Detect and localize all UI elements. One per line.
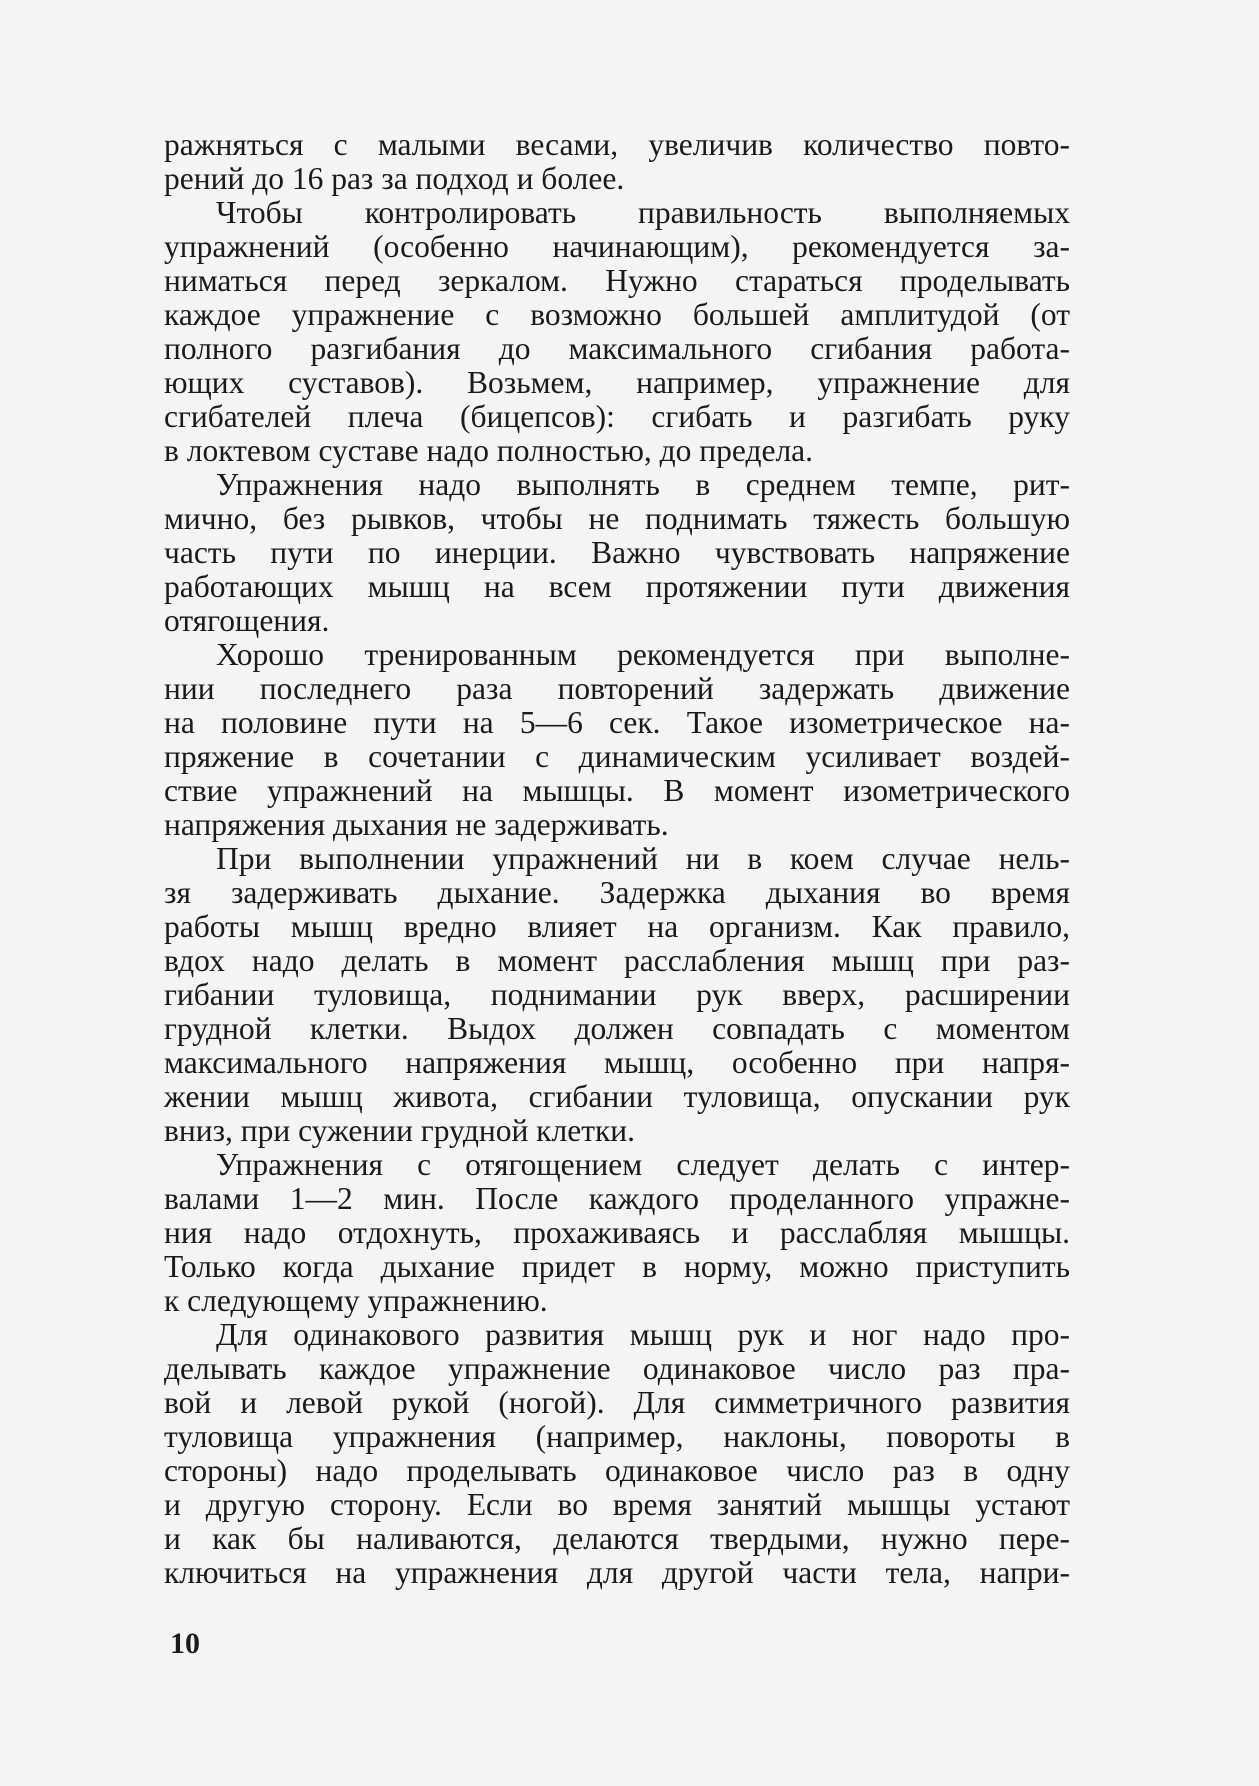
text-line: работающих мышц на всем протяжении пути движения	[164, 569, 1070, 604]
text-line: Чтобы контролировать правильность выполняемых	[216, 195, 1070, 230]
text-line: гибании туловища, поднимании рук вверх, расширении	[164, 977, 1070, 1012]
text-line: Упражнения надо выполнять в среднем темпе, рит-	[216, 467, 1070, 502]
text-line: каждое упражнение с возможно большей амплитудой (от	[164, 297, 1070, 332]
text-line: на половине пути на 5—6 сек. Такое изометрическое на-	[164, 705, 1070, 740]
text-line: валами 1—2 мин. После каждого проделанного упражне-	[164, 1181, 1070, 1216]
text-line: Упражнения с отягощением следует делать с интер-	[216, 1147, 1070, 1182]
text-line: напряжения дыхания не задерживать.	[164, 807, 669, 842]
text-line: При выполнении упражнений ни в коем случае нель-	[216, 841, 1070, 876]
text-line: ражняться с малыми весами, увеличив количество повто-	[164, 127, 1070, 162]
text-line: жении мышц живота, сгибании туловища, опускании рук	[164, 1079, 1070, 1114]
page-number: 10	[170, 1627, 200, 1660]
text-line: стороны) надо проделывать одинаковое число раз в одну	[164, 1453, 1070, 1488]
text-line: Только когда дыхание придет в норму, можно приступить	[164, 1249, 1070, 1284]
body-text	[164, 128, 1070, 1590]
text-line: туловища упражнения (например, наклоны, повороты в	[164, 1419, 1070, 1454]
text-line: отягощения.	[164, 603, 330, 638]
text-line: в локтевом суставе надо полностью, до предела.	[164, 433, 814, 468]
text-line: полного разгибания до максимального сгибания работа-	[164, 331, 1070, 366]
text-line: ния надо отдохнуть, прохаживаясь и расслабляя мышцы.	[164, 1215, 1070, 1250]
text-line: вой и левой рукой (ногой). Для симметричного развития	[164, 1385, 1070, 1420]
text-line: грудной клетки. Выдох должен совпадать с моментом	[164, 1011, 1070, 1046]
text-line: делывать каждое упражнение одинаковое число раз пра-	[164, 1351, 1070, 1386]
text-line: часть пути по инерции. Важно чувствовать напряжение	[164, 535, 1070, 570]
text-line: пряжение в сочетании с динамическим усиливает воздей-	[164, 739, 1070, 774]
text-line: ющих суставов). Возьмем, например, упражнение для	[164, 365, 1070, 400]
text-line: максимального напряжения мышц, особенно при напря-	[164, 1045, 1070, 1080]
text-line: вниз, при сужении грудной клетки.	[164, 1113, 635, 1148]
text-line: работы мышц вредно влияет на организм. Как правило,	[164, 909, 1070, 944]
text-line: мично, без рывков, чтобы не поднимать тяжесть большую	[164, 501, 1070, 536]
text-line: и другую сторону. Если во время занятий мышцы устают	[164, 1487, 1070, 1522]
text-line: ключиться на упражнения для другой части тела, напри-	[164, 1555, 1070, 1590]
text-line: нии последнего раза повторений задержать движение	[164, 671, 1070, 706]
text-line: ствие упражнений на мышцы. В момент изометрического	[164, 773, 1070, 808]
text-line: и как бы наливаются, делаются твердыми, нужно пере-	[164, 1521, 1070, 1556]
text-line: сгибателей плеча (бицепсов): сгибать и разгибать руку	[164, 399, 1070, 434]
text-line: вдох надо делать в момент расслабления мышц при раз-	[164, 943, 1070, 978]
text-line: Хорошо тренированным рекомендуется при выполне-	[216, 637, 1070, 672]
text-line: Для одинакового развития мышц рук и ног надо про-	[216, 1317, 1070, 1352]
text-line: к следующему упражнению.	[164, 1283, 548, 1318]
text-line: зя задерживать дыхание. Задержка дыхания во время	[164, 875, 1070, 910]
text-line: упражнений (особенно начинающим), рекомендуется за-	[164, 229, 1070, 264]
text-line: ниматься перед зеркалом. Нужно стараться проделывать	[164, 263, 1070, 298]
text-line: рений до 16 раз за подход и более.	[164, 161, 625, 196]
